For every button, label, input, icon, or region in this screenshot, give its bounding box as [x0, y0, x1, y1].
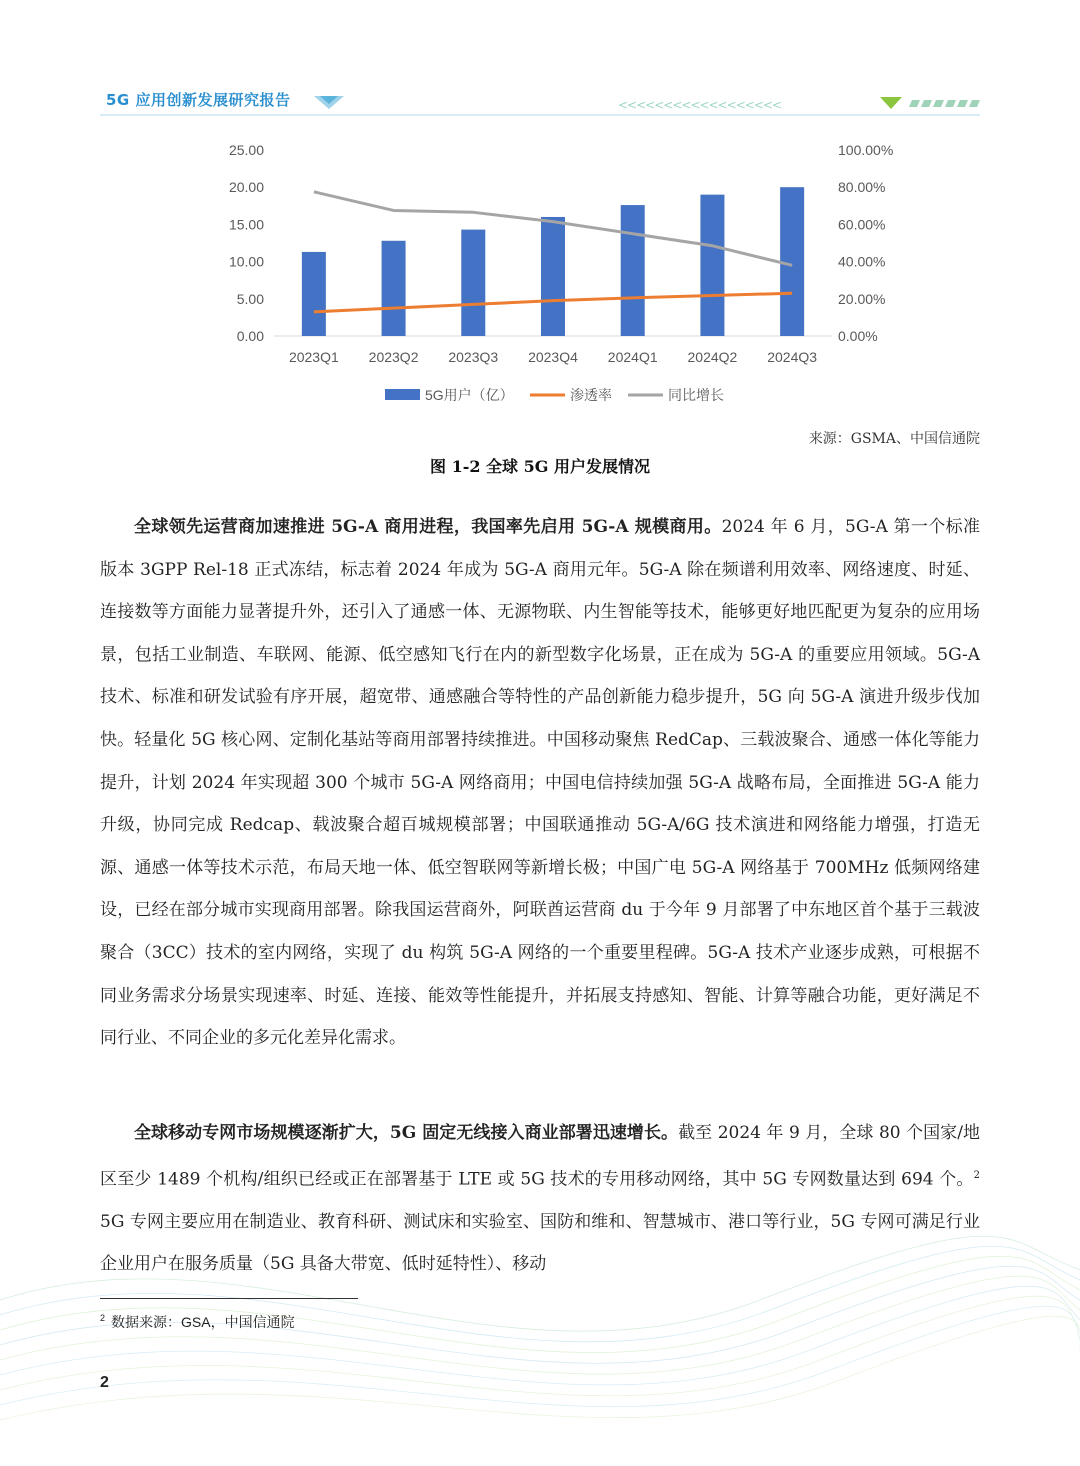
header-right-decoration — [880, 97, 980, 111]
legend-penetration-label: 渗透率 — [570, 387, 612, 403]
bar-5g-users — [621, 205, 645, 336]
paragraph-private-network — [100, 1112, 980, 1286]
x-axis-tick-label: 2023Q3 — [448, 349, 499, 365]
bar-5g-users — [302, 252, 326, 336]
bar-5g-users — [382, 241, 406, 336]
figure-source: 来源：GSMA、中国信通院 — [808, 431, 980, 447]
paragraph-body-cont: 5G 专网主要应用在制造业、教育科研、测试床和实验室、国防和维和、智慧城市、港口等行业，5G 专网可满足行业企业用户在服务质量（5G 具备大带宽、低时延特性）、移动 — [100, 1211, 980, 1275]
left-axis-tick-label: 20.00 — [228, 179, 264, 196]
paragraph-lead: 全球移动专网市场规模逐渐扩大，5G 固定无线接入商业部署迅速增长。 — [134, 1123, 679, 1143]
legend-5g-users-label: 5G用户（亿） — [425, 387, 514, 403]
footnote-text: 数据来源：GSA，中国信通院 — [111, 1314, 295, 1330]
footnote-number: 2 — [100, 1313, 106, 1323]
header-rule — [100, 114, 980, 116]
paragraph-5g-a-commercial — [100, 506, 980, 1060]
bar-5g-users — [541, 217, 565, 336]
left-axis-tick-label: 25.00 — [228, 142, 264, 158]
right-axis-tick-label: 60.00% — [838, 216, 886, 233]
left-axis-tick-label: 5.00 — [236, 290, 264, 307]
bar-5g-users — [461, 230, 485, 336]
right-axis-tick-label: 80.00% — [838, 179, 886, 196]
footnote-reference: 2 — [973, 1169, 980, 1181]
right-axis-tick-label: 100.00% — [838, 142, 894, 158]
x-axis-tick-label: 2024Q1 — [607, 349, 658, 365]
bar-5g-users — [700, 195, 724, 336]
footnote — [100, 1312, 295, 1332]
x-axis-tick-label: 2023Q1 — [288, 349, 339, 365]
footnote-rule — [100, 1298, 358, 1299]
page-number: 2 — [100, 1374, 109, 1391]
right-axis-tick-label: 40.00% — [838, 253, 886, 270]
header-triangle-icon — [314, 96, 344, 110]
left-axis-tick-label: 15.00 — [228, 216, 264, 233]
header-chevron-decoration: <<<<<<<<<<<<<<<<<< — [618, 98, 781, 112]
x-axis-tick-label: 2024Q2 — [687, 349, 738, 365]
left-axis-tick-label: 10.00 — [228, 253, 264, 270]
x-axis-tick-label: 2023Q2 — [368, 349, 419, 365]
figure-caption: 图 1-2 全球 5G 用户发展情况 — [430, 457, 650, 476]
right-axis-tick-label: 20.00% — [838, 290, 886, 307]
paragraph-lead: 全球领先运营商加速推进 5G-A 商用进程，我国率先启用 5G-A 规模商用。 — [134, 517, 722, 537]
legend-yoy-label: 同比增长 — [668, 387, 724, 403]
paragraph-body: 截至 2024 年 9 月，全球 80 个国家/地区至少 1489 个机构/组织已经或正在部署基于 LTE 或 5G 技术的专用移动网络，其中 5G 专网数量达到 694 个。 — [100, 1123, 980, 1190]
report-header-title: 5G 应用创新发展研究报告 — [106, 91, 291, 109]
left-axis-tick-label: 0.00 — [236, 328, 264, 344]
bar-5g-users — [780, 187, 804, 336]
right-axis-tick-label: 0.00% — [838, 328, 878, 344]
legend-5g-users-swatch — [385, 389, 420, 400]
x-axis-tick-label: 2024Q3 — [767, 349, 818, 365]
global-5g-users-chart — [220, 130, 920, 415]
paragraph-body: 2024 年 6 月，5G-A 第一个标准版本 3GPP Rel-18 正式冻结，标志着 2024 年成为 5G-A 商用元年。5G-A 除在频谱利用效率、网络速度、时延、连接数等方面能力显著提升外，还引入了通感一体、无源物联、内生智能等技术，能够更好地匹配更为复杂的应用场景，包括工业制造、车联网、能源、低空感知飞行在内的新型数字化场景，正在成为 5G-A 的重要应用领域。5G-A 技术、标准和研发试验有序开展，超宽带、通感融合等特性的产品创新能力稳步提升，5G 向 5G-A 演进升级步伐加快。轻量化 5G 核心网、定制化基站等商用部署持续推进。中国移动聚焦 RedCap、三载波聚合、通感一体化等能力提升，计划 2024 年实现超 300 个城市 5G-A 网络商用；中国电信持续加强 5G-A 战略布局，全面推进 5G-A 能力升级，协同完成 Redcap、载波聚合超百城规模部署；中国联通推动 5G-A/6G 技术演进和网络能力增强，打造无源、通感一体等技术示范，布局天地一体、低空智联网等新增长极；中国广电 5G-A 网络基于 700MHz 低频网络建设，已经在部分城市实现商用部署。除我国运营商外，阿联酋运营商 du 于今年 9 月部署了中东地区首个基于三载波聚合（3CC）技术的室内网络，实现了 du 构筑 5G-A 网络的一个重要里程碑。5G-A 技术产业逐步成熟，可根据不同业务需求分场景实现速率、时延、连接、能效等性能提升，并拓展支持感知、智能、计算等融合功能，更好满足不同行业、不同企业的多元化差异化需求。 — [100, 517, 980, 1049]
x-axis-tick-label: 2023Q4 — [528, 349, 578, 365]
